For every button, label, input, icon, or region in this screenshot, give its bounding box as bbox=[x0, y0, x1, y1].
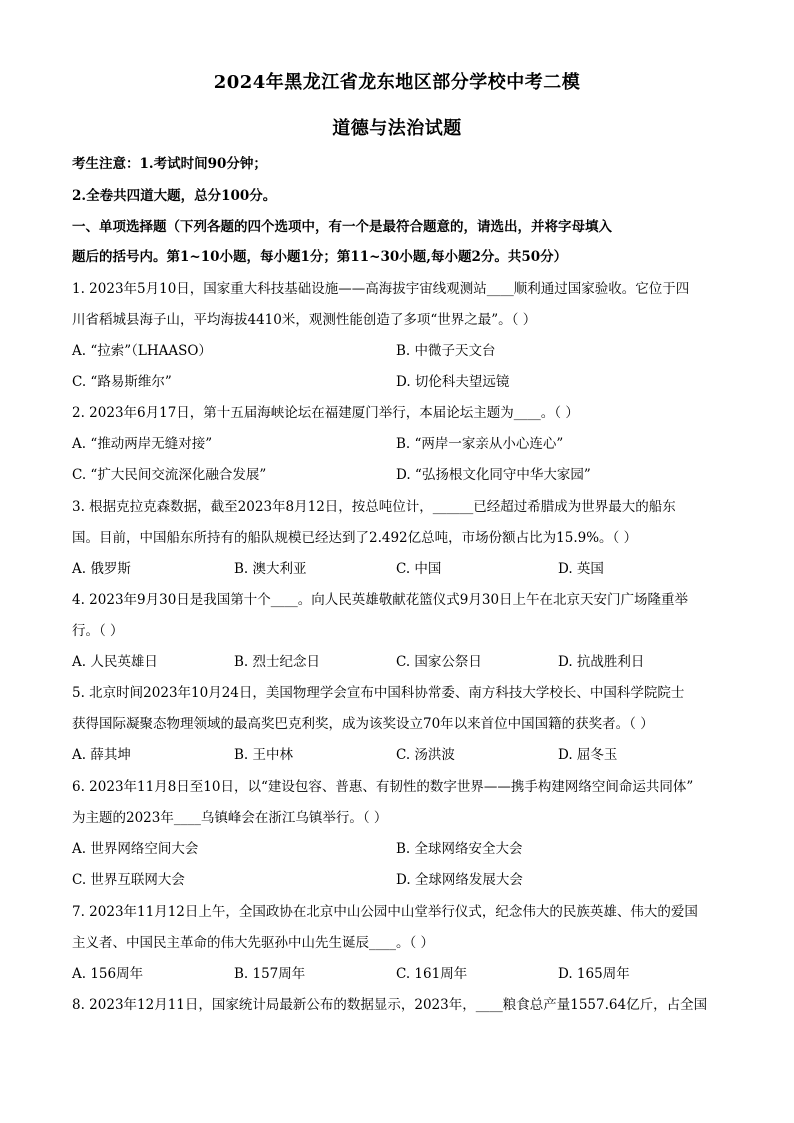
question-6-stem-line-2: 为主题的2023年____乌镇峰会在浙江乌镇举行。（ ） bbox=[72, 810, 388, 826]
question-1-stem-line-1: 1. 2023年5月10日，国家重大科技基础设施——高海拔宇宙线观测站____顺利通过国家验收。它位于四 bbox=[72, 281, 690, 297]
question-5-stem-line-2: 获得国际凝聚态物理领域的最高奖巴克利奖，成为该奖设立70年以来首位中国国籍的获奖者。（ ） bbox=[72, 716, 654, 732]
question-7-option-a[interactable]: A. 156周年 bbox=[72, 966, 144, 982]
question-7-option-b[interactable]: B. 157周年 bbox=[234, 966, 306, 982]
notice-line-2: 2.全卷共四道大题，总分100分。 bbox=[72, 188, 277, 204]
question-1-option-d[interactable]: D. 切伦科夫望远镜 bbox=[396, 374, 510, 390]
question-4-stem-line-2: 行。（ ） bbox=[72, 623, 124, 639]
question-3-option-b[interactable]: B. 澳大利亚 bbox=[234, 561, 307, 577]
question-3-option-d[interactable]: D. 英国 bbox=[558, 561, 604, 577]
question-3-option-a[interactable]: A. 俄罗斯 bbox=[72, 561, 131, 577]
question-1-option-a[interactable]: A. “拉索”（LHAASO） bbox=[72, 343, 212, 359]
question-4-option-d[interactable]: D. 抗战胜利日 bbox=[558, 654, 645, 670]
section-heading-line-2: 题后的括号内。第1~10小题，每小题1分；第11~30小题,每小题2分。共50分） bbox=[72, 249, 568, 265]
question-6-option-a[interactable]: A. 世界网络空间大会 bbox=[72, 841, 199, 857]
question-7-option-d[interactable]: D. 165周年 bbox=[558, 966, 630, 982]
question-2-option-d[interactable]: D. “弘扬根文化同守中华大家园” bbox=[396, 467, 591, 483]
question-3-stem-line-1: 3. 根据克拉克森数据，截至2023年8月12日，按总吨位计，______已经超过希腊成为世界最大的船东 bbox=[72, 499, 676, 515]
question-1-option-b[interactable]: B. 中微子天文台 bbox=[396, 343, 496, 359]
question-2-option-a[interactable]: A. “推动两岸无缝对接” bbox=[72, 436, 213, 452]
question-5-option-b[interactable]: B. 王中林 bbox=[234, 747, 294, 763]
question-1-option-c[interactable]: C. “路易斯维尔” bbox=[72, 374, 172, 390]
question-1-stem-line-2: 川省稻城县海子山，平均海拔4410米，观测性能创造了多项“世界之最”。（ ） bbox=[72, 312, 537, 328]
question-4-stem-line-1: 4. 2023年9月30日是我国第十个____。向人民英雄敬献花篮仪式9月30日上午在北京天安门广场隆重举 bbox=[72, 592, 689, 608]
question-4-option-b[interactable]: B. 烈士纪念日 bbox=[234, 654, 321, 670]
question-5-option-d[interactable]: D. 屈冬玉 bbox=[558, 747, 618, 763]
question-2-stem-line-1: 2. 2023年6月17日，第十五届海峡论坛在福建厦门举行，本届论坛主题为____。（ ） bbox=[72, 405, 579, 421]
exam-subject: 道德与法治试题 bbox=[332, 118, 462, 139]
question-8-stem-line-1: 8. 2023年12月11日，国家统计局最新公布的数据显示，2023年，____粮食总产量1557.64亿斤，占全国 bbox=[72, 997, 708, 1013]
question-2-option-c[interactable]: C. “扩大民间交流深化融合发展” bbox=[72, 467, 267, 483]
question-3-stem-line-2: 国。目前，中国船东所持有的船队规模已经达到了2.492亿总吨，市场份额占比为15.9%。（ ） bbox=[72, 530, 638, 546]
question-2-option-b[interactable]: B. “两岸一家亲从小心连心” bbox=[396, 436, 564, 452]
notice-line-1: 考生注意：1.考试时间90分钟； bbox=[72, 156, 267, 172]
question-3-option-c[interactable]: C. 中国 bbox=[396, 561, 442, 577]
question-5-stem-line-1: 5. 北京时间2023年10月24日，美国物理学会宣布中国科协常委、南方科技大学校长、中国科学院院士 bbox=[72, 685, 685, 701]
question-5-option-a[interactable]: A. 薛其坤 bbox=[72, 747, 131, 763]
question-6-stem-line-1: 6. 2023年11月8日至10日，以“建设包容、普惠、有韧性的数字世界——携手构建网络空间命运共同体” bbox=[72, 779, 694, 795]
section-heading-line-1: 一、单项选择题（下列各题的四个选项中，有一个是最符合题意的，请选出，并将字母填入 bbox=[72, 219, 612, 235]
question-6-option-c[interactable]: C. 世界互联网大会 bbox=[72, 872, 185, 888]
question-5-option-c[interactable]: C. 汤洪波 bbox=[396, 747, 455, 763]
question-7-stem-line-1: 7. 2023年11月12日上午，全国政协在北京中山公园中山堂举行仪式，纪念伟大的民族英雄、伟大的爱国 bbox=[72, 904, 698, 920]
question-7-option-c[interactable]: C. 161周年 bbox=[396, 966, 468, 982]
question-4-option-c[interactable]: C. 国家公祭日 bbox=[396, 654, 482, 670]
question-4-option-a[interactable]: A. 人民英雄日 bbox=[72, 654, 158, 670]
exam-title: 2024年黑龙江省龙东地区部分学校中考二模 bbox=[213, 72, 581, 93]
question-6-option-d[interactable]: D. 全球网络发展大会 bbox=[396, 872, 523, 888]
question-6-option-b[interactable]: B. 全球网络安全大会 bbox=[396, 841, 523, 857]
question-7-stem-line-2: 主义者、中国民主革命的伟大先驱孙中山先生诞辰____。（ ） bbox=[72, 935, 435, 951]
